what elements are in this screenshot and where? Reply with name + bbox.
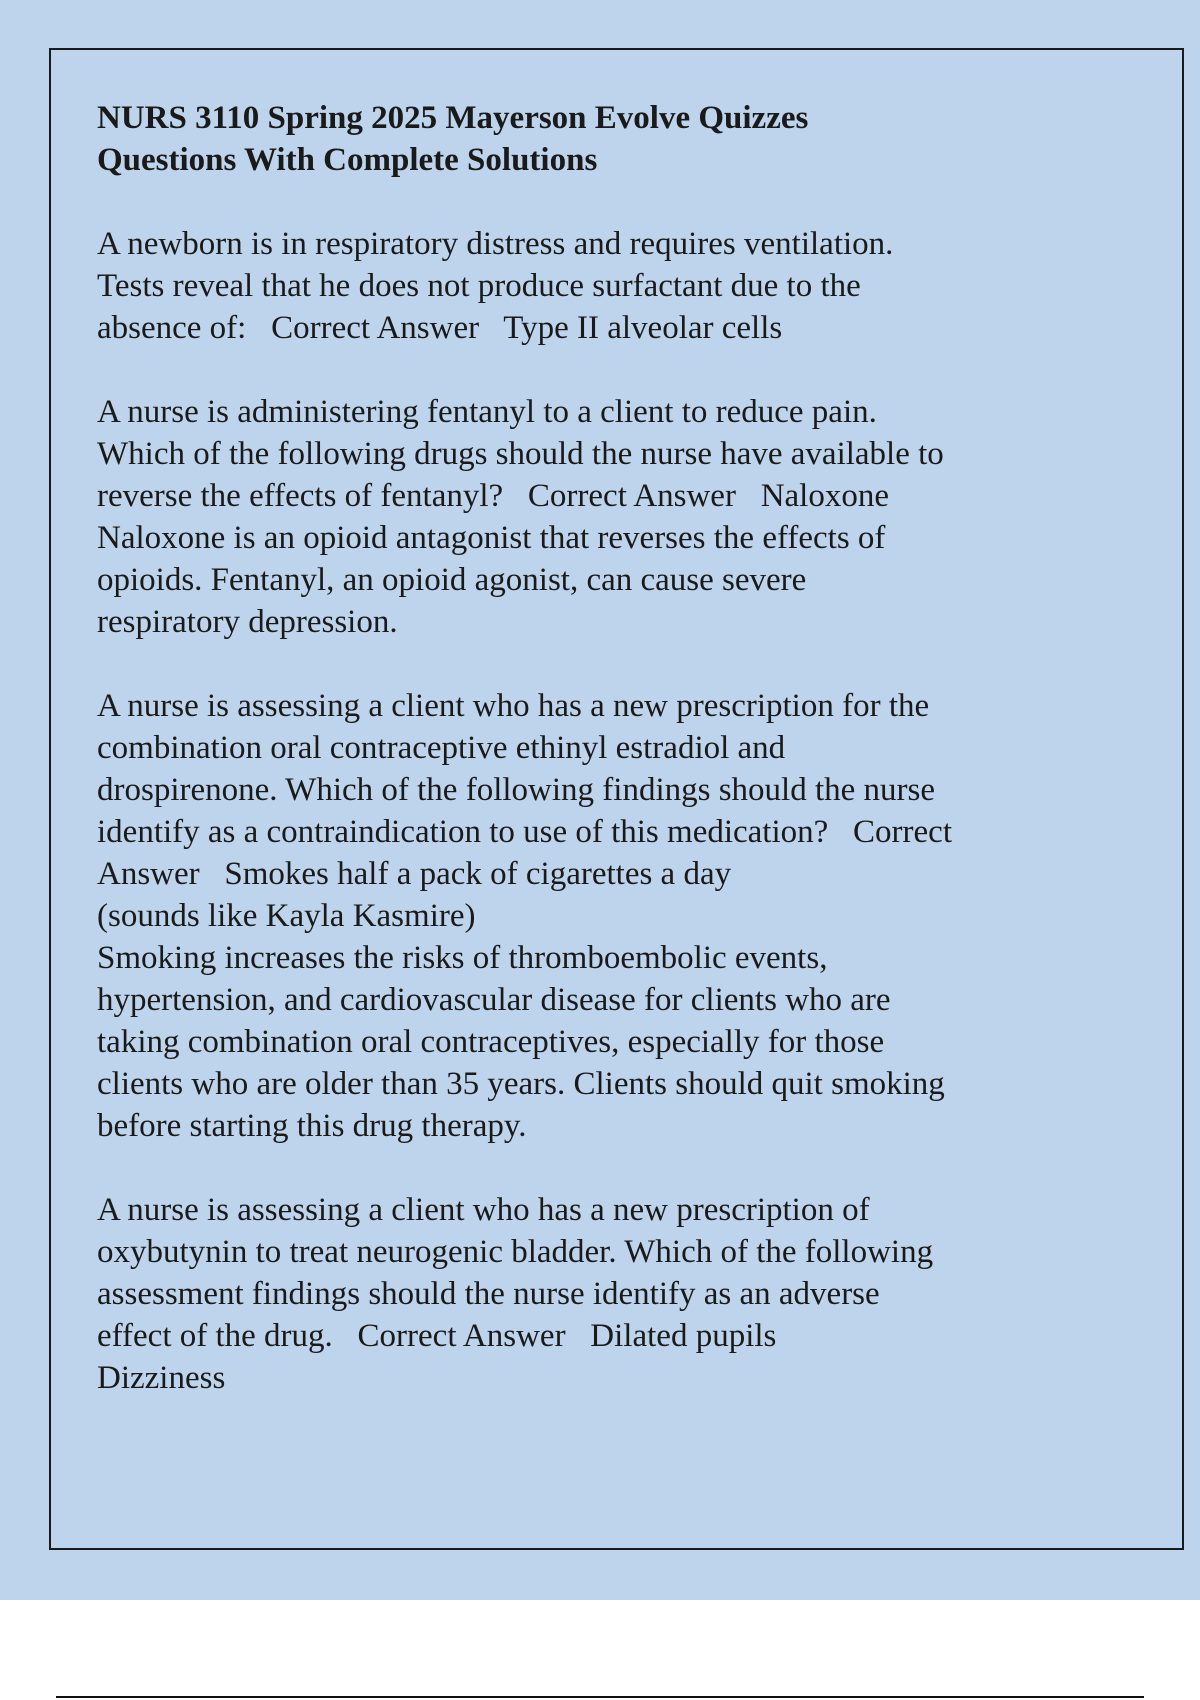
- question-line: A nurse is administering fentanyl to a client to reduce pain.: [97, 394, 877, 430]
- question-line: Tests reveal that he does not produce surfactant due to the: [97, 268, 861, 304]
- question-block: [97, 223, 1097, 349]
- question-line: before starting this drug therapy.: [97, 1108, 527, 1144]
- question-line: hypertension, and cardiovascular disease for clients who are: [97, 982, 891, 1018]
- question-line: Smoking increases the risks of thromboembolic events,: [97, 940, 828, 976]
- question-line: Dizziness: [97, 1360, 226, 1396]
- question-line: effect of the drug. Correct Answer Dilated pupils: [97, 1318, 777, 1354]
- question-line: Answer Smokes half a pack of cigarettes a day: [97, 856, 732, 892]
- question-line: reverse the effects of fentanyl? Correct Answer Naloxone: [97, 478, 889, 514]
- question-line: respiratory depression.: [97, 604, 398, 640]
- document-content: [97, 97, 1097, 1441]
- question-line: absence of: Correct Answer Type II alveolar cells: [97, 310, 783, 346]
- question-line: opioids. Fentanyl, an opioid agonist, can cause severe: [97, 562, 807, 598]
- question-line: (sounds like Kayla Kasmire): [97, 898, 476, 934]
- question-line: clients who are older than 35 years. Clients should quit smoking: [97, 1066, 945, 1102]
- question-line: Which of the following drugs should the nurse have available to: [97, 436, 944, 472]
- question-block: [97, 685, 1097, 1147]
- question-block: [97, 391, 1097, 643]
- question-line: A nurse is assessing a client who has a new prescription of: [97, 1192, 870, 1228]
- question-block: [97, 1189, 1097, 1399]
- question-line: assessment findings should the nurse identify as an adverse: [97, 1276, 880, 1312]
- question-line: drospirenone. Which of the following findings should the nurse: [97, 772, 936, 808]
- footer-divider: [56, 1696, 1144, 1698]
- question-line: Naloxone is an opioid antagonist that reverses the effects of: [97, 520, 886, 556]
- question-line: taking combination oral contraceptives, especially for those: [97, 1024, 885, 1060]
- question-line: A newborn is in respiratory distress and requires ventilation.: [97, 226, 894, 262]
- question-line: A nurse is assessing a client who has a new prescription for the: [97, 688, 930, 724]
- question-line: identify as a contraindication to use of this medication? Correct: [97, 814, 952, 850]
- question-line: oxybutynin to treat neurogenic bladder. Which of the following: [97, 1234, 934, 1270]
- document-title: NURS 3110 Spring 2025 Mayerson Evolve Quizzes Questions With Complete Solutions: [97, 100, 809, 178]
- question-line: combination oral contraceptive ethinyl estradiol and: [97, 730, 786, 766]
